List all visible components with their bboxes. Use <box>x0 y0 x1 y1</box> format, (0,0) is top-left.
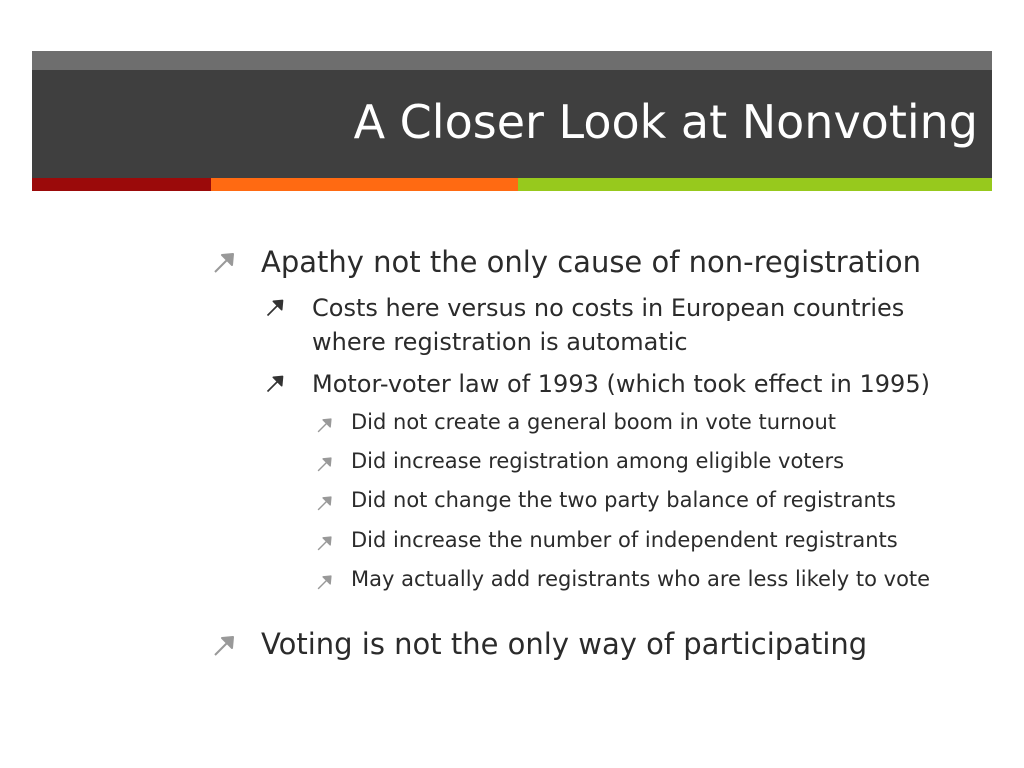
diagonal-arrow-icon <box>316 456 333 473</box>
diagonal-arrow-icon <box>265 374 285 394</box>
diagonal-arrow-icon <box>316 535 333 552</box>
diagonal-arrow-icon <box>316 574 333 591</box>
bullet-level3-party-balance: Did not change the two party balance of registrants <box>351 488 896 512</box>
diagonal-arrow-icon <box>265 298 285 318</box>
bullet-level3-less-likely: May actually add registrants who are less likely to vote <box>351 567 931 591</box>
diagonal-arrow-icon <box>212 251 236 275</box>
slide-title: A Closer Look at Nonvoting <box>353 95 978 149</box>
bullet-level2-motor-voter: Motor-voter law of 1993 (which took effect in 1995) <box>312 370 930 398</box>
diagonal-arrow-icon <box>316 495 333 512</box>
diagonal-arrow-icon <box>212 634 236 658</box>
bullet-level1-apathy: Apathy not the only cause of non-registration <box>261 245 921 279</box>
bullet-level3-independents: Did increase the number of independent registrants <box>351 528 898 552</box>
diagonal-arrow-icon <box>316 417 333 434</box>
bullet-level2-costs-line2: where registration is automatic <box>312 328 688 356</box>
bullet-level1-participating: Voting is not the only way of participating <box>261 627 868 661</box>
bullet-level3-no-boom: Did not create a general boom in vote turnout <box>351 410 837 434</box>
bullet-level3-increase-registration: Did increase registration among eligible voters <box>351 449 845 473</box>
bullet-level2-costs-line1: Costs here versus no costs in European countries <box>312 294 905 322</box>
